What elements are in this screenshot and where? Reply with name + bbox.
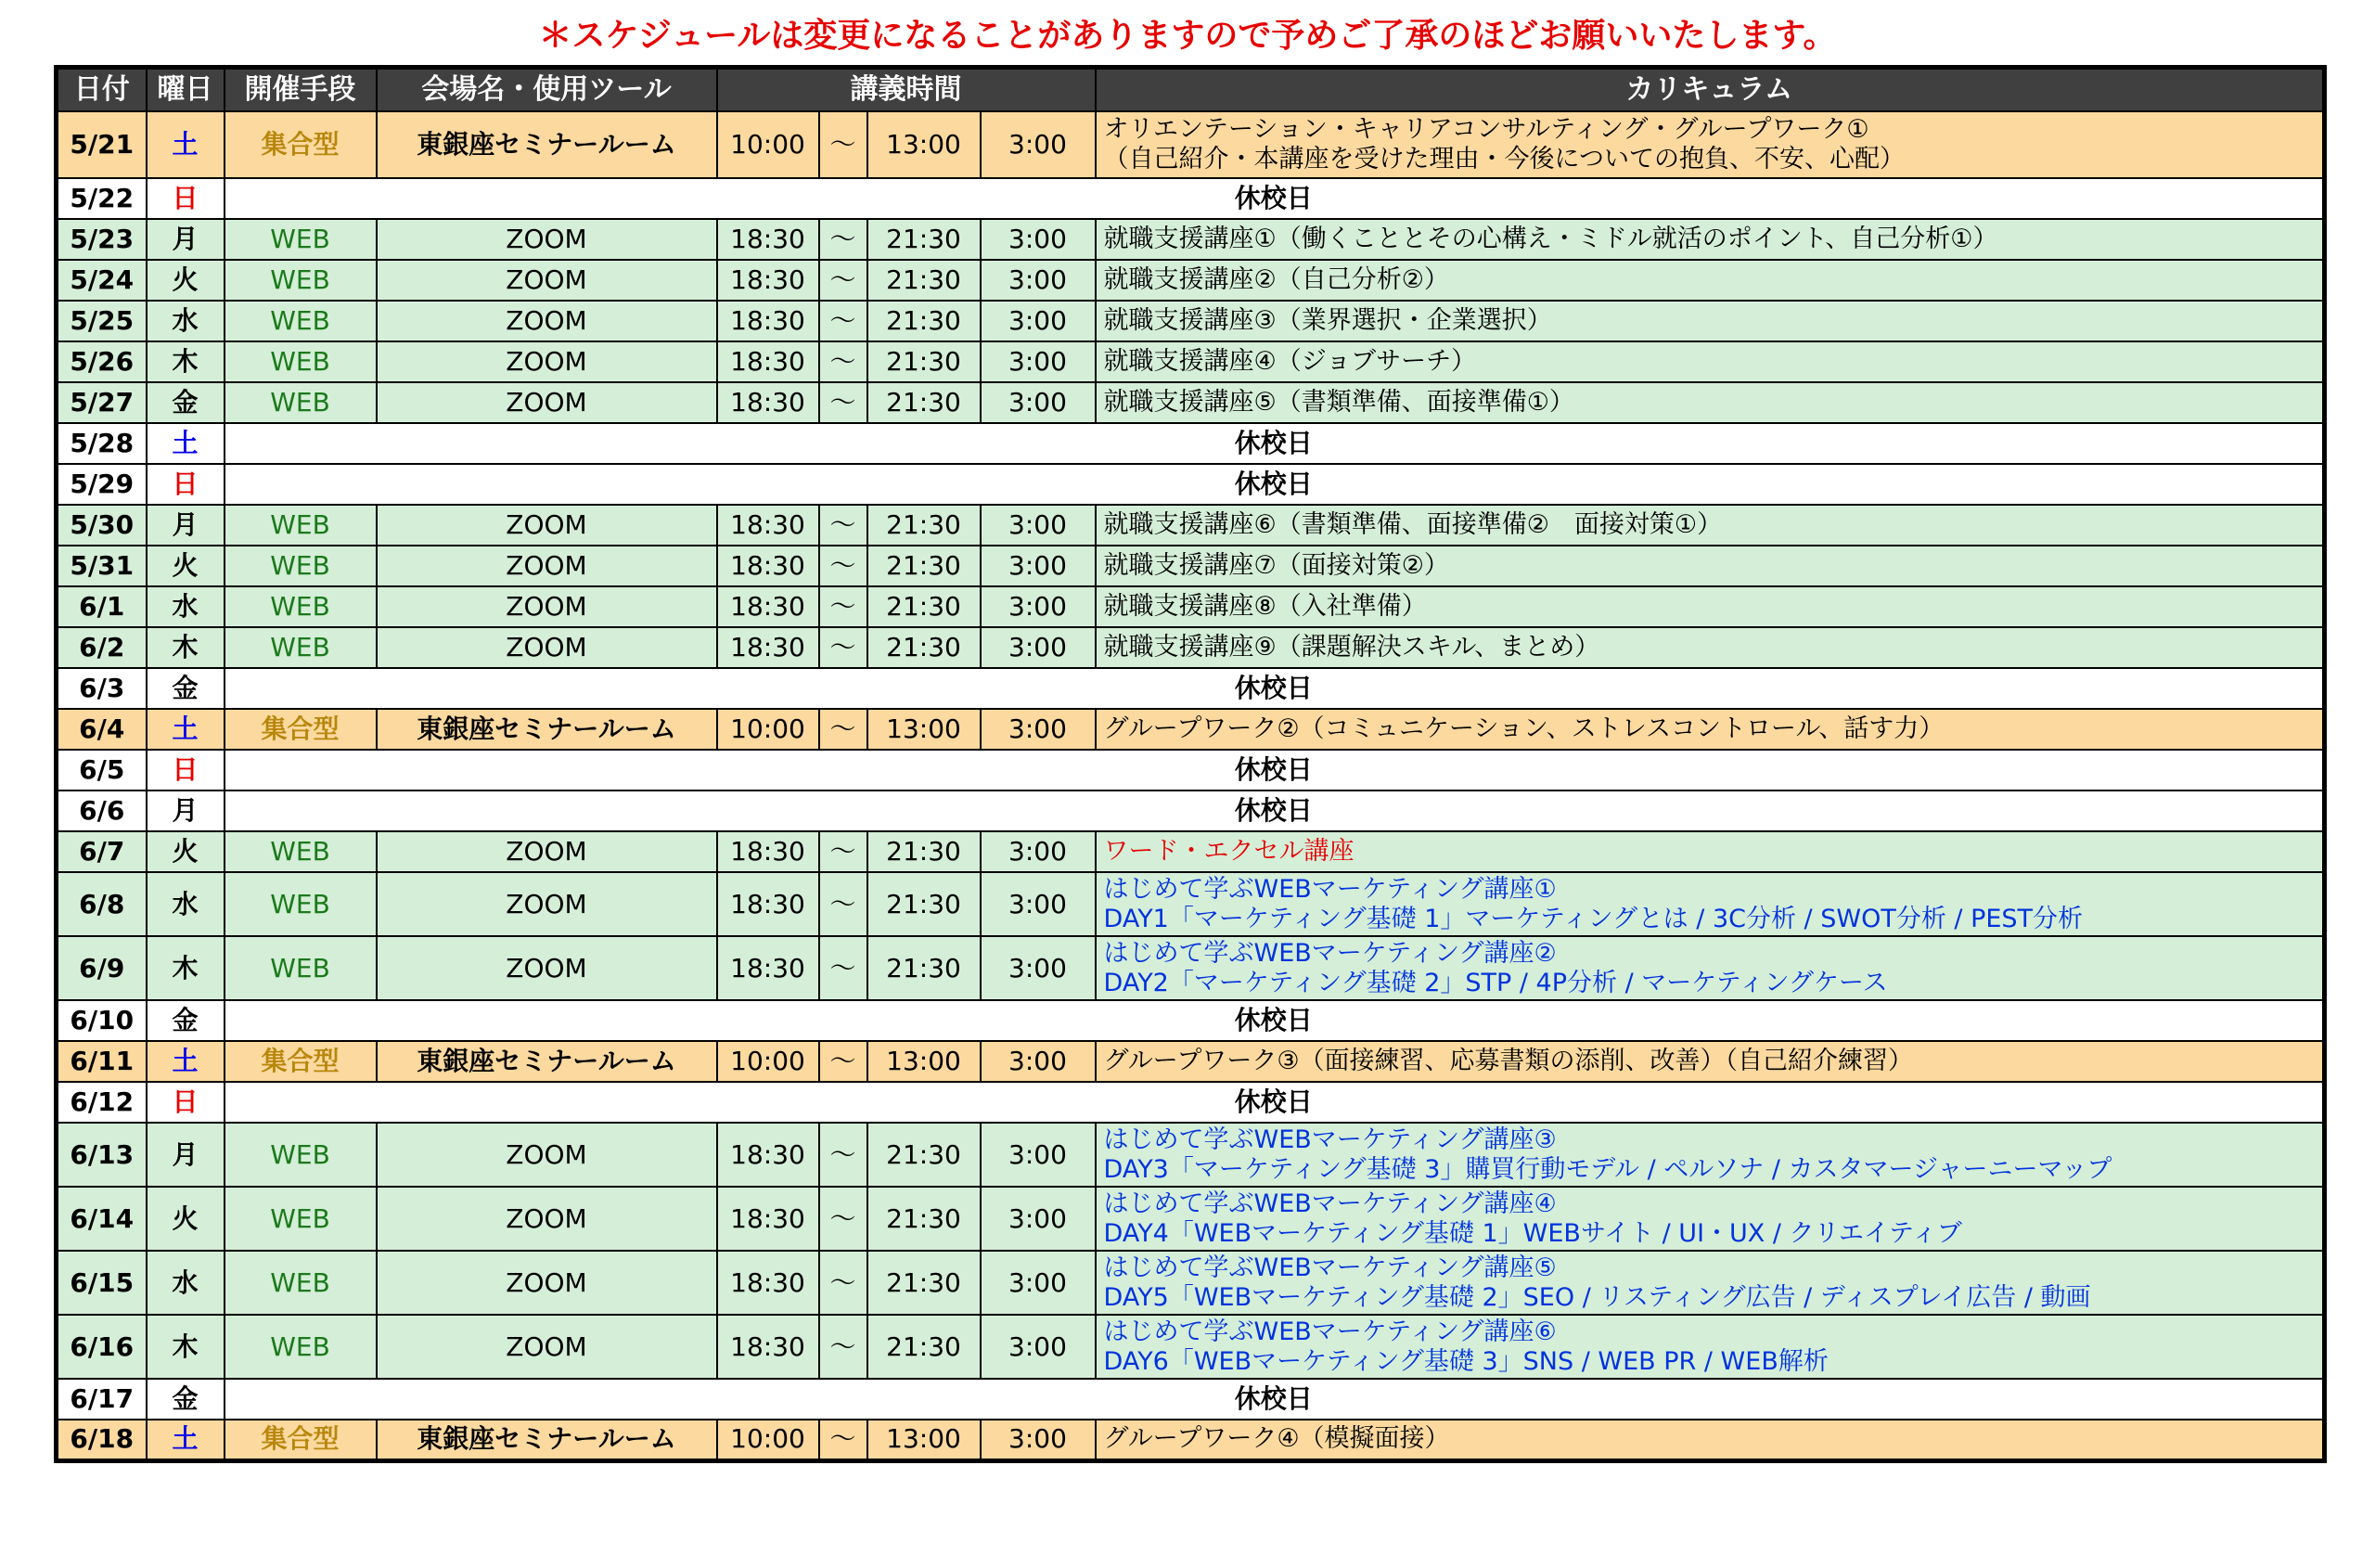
holiday-cell: 休校日 bbox=[225, 790, 2325, 831]
mode-cell: WEB bbox=[225, 586, 377, 627]
start-time-cell: 18:30 bbox=[717, 301, 819, 341]
start-time-cell: 18:30 bbox=[717, 505, 819, 546]
mode-cell: 集合型 bbox=[225, 1041, 377, 1082]
curriculum-cell bbox=[1096, 627, 2325, 668]
date-cell: 5/28 bbox=[57, 423, 147, 464]
venue-cell: ZOOM bbox=[377, 341, 717, 382]
weekday-cell: 木 bbox=[147, 1315, 225, 1379]
curriculum-cell bbox=[1096, 111, 2325, 178]
curriculum-cell bbox=[1096, 872, 2325, 936]
curriculum-line: 就職支援講座②（自己分析②） bbox=[1103, 265, 1449, 294]
end-time-cell: 21:30 bbox=[867, 936, 981, 1000]
weekday-cell: 日 bbox=[147, 750, 225, 790]
curriculum-cell bbox=[1096, 260, 2325, 301]
tilde-cell: ～ bbox=[819, 1123, 867, 1187]
end-time-cell: 13:00 bbox=[867, 1420, 981, 1460]
weekday-cell: 月 bbox=[147, 219, 225, 260]
schedule-row bbox=[57, 546, 2325, 586]
curriculum-line: 就職支援講座④（ジョブサーチ） bbox=[1103, 347, 1477, 376]
end-time-cell: 21:30 bbox=[867, 586, 981, 627]
duration-cell: 3:00 bbox=[981, 341, 1096, 382]
holiday-cell: 休校日 bbox=[225, 1000, 2325, 1041]
start-time-cell: 10:00 bbox=[717, 1420, 819, 1460]
tilde-cell: ～ bbox=[819, 301, 867, 341]
weekday-cell: 火 bbox=[147, 831, 225, 872]
curriculum-line: グループワーク③（面接練習、応募書類の添削、改善）（自己紹介練習） bbox=[1103, 1047, 1914, 1075]
curriculum-cell bbox=[1096, 1187, 2325, 1251]
date-cell: 5/23 bbox=[57, 219, 147, 260]
venue-cell: ZOOM bbox=[377, 546, 717, 586]
start-time-cell: 18:30 bbox=[717, 872, 819, 936]
mode-cell: 集合型 bbox=[225, 1420, 377, 1460]
end-time-cell: 21:30 bbox=[867, 260, 981, 301]
curriculum-cell bbox=[1096, 831, 2325, 872]
schedule-row bbox=[57, 341, 2325, 382]
tilde-cell: ～ bbox=[819, 219, 867, 260]
weekday-cell: 火 bbox=[147, 1187, 225, 1251]
weekday-cell: 木 bbox=[147, 627, 225, 668]
start-time-cell: 18:30 bbox=[717, 936, 819, 1000]
venue-cell: ZOOM bbox=[377, 219, 717, 260]
curriculum-line: グループワーク④（模擬面接） bbox=[1103, 1424, 1450, 1454]
curriculum-cell bbox=[1096, 505, 2325, 546]
tilde-cell: ～ bbox=[819, 627, 867, 668]
mode-cell: WEB bbox=[225, 627, 377, 668]
schedule-table bbox=[54, 65, 2327, 1463]
end-time-cell: 21:30 bbox=[867, 831, 981, 872]
curriculum-cell bbox=[1096, 219, 2325, 260]
weekday-cell: 土 bbox=[147, 709, 225, 750]
curriculum-cell bbox=[1096, 1041, 2325, 1082]
schedule-row bbox=[57, 627, 2325, 668]
date-cell: 6/15 bbox=[57, 1251, 147, 1315]
duration-cell: 3:00 bbox=[981, 1187, 1096, 1251]
weekday-cell: 金 bbox=[147, 668, 225, 709]
duration-cell: 3:00 bbox=[981, 627, 1096, 668]
mode-cell: WEB bbox=[225, 1123, 377, 1187]
schedule-row bbox=[57, 423, 2325, 464]
venue-cell: 東銀座セミナールーム bbox=[377, 111, 717, 178]
mode-cell: WEB bbox=[225, 831, 377, 872]
weekday-cell: 水 bbox=[147, 301, 225, 341]
curriculum-line: DAY1「マーケティング基礎 1」マーケティングとは / 3C分析 / SWOT分析 / PEST分析 bbox=[1103, 904, 2084, 933]
tilde-cell: ～ bbox=[819, 111, 867, 178]
curriculum-line: はじめて学ぶWEBマーケティング講座④ bbox=[1103, 1189, 1557, 1218]
schedule-row bbox=[57, 382, 2325, 423]
duration-cell: 3:00 bbox=[981, 505, 1096, 546]
mode-cell: 集合型 bbox=[225, 709, 377, 750]
curriculum-line: はじめて学ぶWEBマーケティング講座② bbox=[1103, 938, 1557, 968]
date-cell: 5/29 bbox=[57, 464, 147, 505]
end-time-cell: 21:30 bbox=[867, 872, 981, 936]
schedule-row bbox=[57, 709, 2325, 750]
duration-cell: 3:00 bbox=[981, 709, 1096, 750]
schedule-row bbox=[57, 464, 2325, 505]
end-time-cell: 21:30 bbox=[867, 1251, 981, 1315]
curriculum-line: 就職支援講座⑨（課題解決スキル、まとめ） bbox=[1103, 633, 1600, 662]
date-cell: 6/6 bbox=[57, 790, 147, 831]
start-time-cell: 10:00 bbox=[717, 709, 819, 750]
schedule-row bbox=[57, 831, 2325, 872]
end-time-cell: 21:30 bbox=[867, 341, 981, 382]
tilde-cell: ～ bbox=[819, 382, 867, 423]
mode-cell: 集合型 bbox=[225, 111, 377, 178]
schedule-row bbox=[57, 1420, 2325, 1460]
end-time-cell: 13:00 bbox=[867, 709, 981, 750]
tilde-cell: ～ bbox=[819, 260, 867, 301]
weekday-cell: 金 bbox=[147, 382, 225, 423]
tilde-cell: ～ bbox=[819, 1315, 867, 1379]
weekday-cell: 日 bbox=[147, 464, 225, 505]
weekday-cell: 月 bbox=[147, 505, 225, 546]
date-cell: 5/21 bbox=[57, 111, 147, 178]
holiday-cell: 休校日 bbox=[225, 464, 2325, 505]
curriculum-cell bbox=[1096, 301, 2325, 341]
date-cell: 6/1 bbox=[57, 586, 147, 627]
start-time-cell: 18:30 bbox=[717, 1315, 819, 1379]
date-cell: 6/12 bbox=[57, 1082, 147, 1123]
venue-cell: ZOOM bbox=[377, 936, 717, 1000]
end-time-cell: 21:30 bbox=[867, 546, 981, 586]
mode-cell: WEB bbox=[225, 260, 377, 301]
venue-cell: 東銀座セミナールーム bbox=[377, 1041, 717, 1082]
date-cell: 6/14 bbox=[57, 1187, 147, 1251]
curriculum-cell bbox=[1096, 586, 2325, 627]
venue-cell: ZOOM bbox=[377, 301, 717, 341]
venue-cell: ZOOM bbox=[377, 1123, 717, 1187]
schedule-change-notice: ＊スケジュールは変更になることがありますので予めご了承のほどお願いいたします。 bbox=[538, 17, 1837, 55]
mode-cell: WEB bbox=[225, 341, 377, 382]
curriculum-line: （自己紹介・本講座を受けた理由・今後についての抱負、不安、心配） bbox=[1103, 145, 1905, 174]
holiday-cell: 休校日 bbox=[225, 423, 2325, 464]
curriculum-line: 就職支援講座③（業界選択・企業選択） bbox=[1103, 306, 1552, 335]
date-cell: 5/30 bbox=[57, 505, 147, 546]
schedule-row bbox=[57, 872, 2325, 936]
end-time-cell: 21:30 bbox=[867, 627, 981, 668]
weekday-cell: 月 bbox=[147, 790, 225, 831]
header-day: 曜日 bbox=[147, 68, 225, 112]
schedule-row bbox=[57, 668, 2325, 709]
schedule-row bbox=[57, 260, 2325, 301]
schedule-row bbox=[57, 586, 2325, 627]
start-time-cell: 18:30 bbox=[717, 260, 819, 301]
venue-cell: ZOOM bbox=[377, 1187, 717, 1251]
tilde-cell: ～ bbox=[819, 1187, 867, 1251]
mode-cell: WEB bbox=[225, 872, 377, 936]
weekday-cell: 木 bbox=[147, 341, 225, 382]
date-cell: 5/25 bbox=[57, 301, 147, 341]
schedule-row bbox=[57, 1187, 2325, 1251]
mode-cell: WEB bbox=[225, 1187, 377, 1251]
venue-cell: ZOOM bbox=[377, 627, 717, 668]
schedule-body bbox=[57, 111, 2325, 1460]
curriculum-line: 就職支援講座①（働くこととその心構え・ミドル就活のポイント、自己分析①） bbox=[1103, 225, 1998, 253]
curriculum-cell bbox=[1096, 1251, 2325, 1315]
weekday-cell: 土 bbox=[147, 1041, 225, 1082]
weekday-cell: 日 bbox=[147, 1082, 225, 1123]
date-cell: 6/9 bbox=[57, 936, 147, 1000]
curriculum-line: はじめて学ぶWEBマーケティング講座③ bbox=[1103, 1125, 1557, 1154]
holiday-cell: 休校日 bbox=[225, 178, 2325, 219]
duration-cell: 3:00 bbox=[981, 1251, 1096, 1315]
schedule-row bbox=[57, 936, 2325, 1000]
duration-cell: 3:00 bbox=[981, 1123, 1096, 1187]
end-time-cell: 13:00 bbox=[867, 1041, 981, 1082]
duration-cell: 3:00 bbox=[981, 301, 1096, 341]
duration-cell: 3:00 bbox=[981, 260, 1096, 301]
schedule-row bbox=[57, 1082, 2325, 1123]
end-time-cell: 21:30 bbox=[867, 301, 981, 341]
schedule-row bbox=[57, 790, 2325, 831]
weekday-cell: 土 bbox=[147, 1420, 225, 1460]
date-cell: 6/5 bbox=[57, 750, 147, 790]
header-row bbox=[57, 68, 2325, 112]
duration-cell: 3:00 bbox=[981, 586, 1096, 627]
weekday-cell: 日 bbox=[147, 178, 225, 219]
duration-cell: 3:00 bbox=[981, 872, 1096, 936]
schedule-row bbox=[57, 1379, 2325, 1420]
start-time-cell: 18:30 bbox=[717, 546, 819, 586]
tilde-cell: ～ bbox=[819, 709, 867, 750]
weekday-cell: 火 bbox=[147, 260, 225, 301]
tilde-cell: ～ bbox=[819, 546, 867, 586]
weekday-cell: 金 bbox=[147, 1000, 225, 1041]
weekday-cell: 水 bbox=[147, 1251, 225, 1315]
date-cell: 5/27 bbox=[57, 382, 147, 423]
date-cell: 6/16 bbox=[57, 1315, 147, 1379]
weekday-cell: 金 bbox=[147, 1379, 225, 1420]
header-mode: 開催手段 bbox=[225, 68, 377, 112]
venue-cell: ZOOM bbox=[377, 382, 717, 423]
venue-cell: ZOOM bbox=[377, 1251, 717, 1315]
curriculum-cell bbox=[1096, 1420, 2325, 1460]
date-cell: 6/2 bbox=[57, 627, 147, 668]
duration-cell: 3:00 bbox=[981, 546, 1096, 586]
start-time-cell: 18:30 bbox=[717, 341, 819, 382]
holiday-cell: 休校日 bbox=[225, 1082, 2325, 1123]
date-cell: 6/3 bbox=[57, 668, 147, 709]
curriculum-line: はじめて学ぶWEBマーケティング講座⑤ bbox=[1103, 1253, 1557, 1282]
date-cell: 5/22 bbox=[57, 178, 147, 219]
weekday-cell: 水 bbox=[147, 586, 225, 627]
curriculum-line: はじめて学ぶWEBマーケティング講座⑥ bbox=[1103, 1317, 1557, 1346]
curriculum-line: DAY5「WEBマーケティング基礎 2」SEO / リスティング広告 / ディスプレイ広告 / 動画 bbox=[1103, 1282, 2091, 1312]
date-cell: 6/17 bbox=[57, 1379, 147, 1420]
tilde-cell: ～ bbox=[819, 1251, 867, 1315]
date-cell: 6/18 bbox=[57, 1420, 147, 1460]
venue-cell: ZOOM bbox=[377, 260, 717, 301]
date-cell: 6/8 bbox=[57, 872, 147, 936]
curriculum-cell bbox=[1096, 936, 2325, 1000]
mode-cell: WEB bbox=[225, 1251, 377, 1315]
curriculum-cell bbox=[1096, 341, 2325, 382]
venue-cell: 東銀座セミナールーム bbox=[377, 1420, 717, 1460]
tilde-cell: ～ bbox=[819, 1420, 867, 1460]
date-cell: 6/13 bbox=[57, 1123, 147, 1187]
weekday-cell: 土 bbox=[147, 423, 225, 464]
start-time-cell: 10:00 bbox=[717, 111, 819, 178]
curriculum-cell bbox=[1096, 546, 2325, 586]
end-time-cell: 21:30 bbox=[867, 382, 981, 423]
end-time-cell: 13:00 bbox=[867, 111, 981, 178]
date-cell: 6/7 bbox=[57, 831, 147, 872]
duration-cell: 3:00 bbox=[981, 831, 1096, 872]
mode-cell: WEB bbox=[225, 505, 377, 546]
weekday-cell: 木 bbox=[147, 936, 225, 1000]
header-venue: 会場名・使用ツール bbox=[377, 68, 717, 112]
duration-cell: 3:00 bbox=[981, 936, 1096, 1000]
venue-cell: ZOOM bbox=[377, 872, 717, 936]
schedule-row bbox=[57, 1251, 2325, 1315]
start-time-cell: 18:30 bbox=[717, 627, 819, 668]
start-time-cell: 18:30 bbox=[717, 1251, 819, 1315]
schedule-row bbox=[57, 505, 2325, 546]
curriculum-cell bbox=[1096, 382, 2325, 423]
holiday-cell: 休校日 bbox=[225, 750, 2325, 790]
weekday-cell: 月 bbox=[147, 1123, 225, 1187]
mode-cell: WEB bbox=[225, 936, 377, 1000]
venue-cell: ZOOM bbox=[377, 1315, 717, 1379]
venue-cell: ZOOM bbox=[377, 586, 717, 627]
venue-cell: ZOOM bbox=[377, 831, 717, 872]
schedule-row bbox=[57, 1315, 2325, 1379]
curriculum-line: グループワーク②（コミュニケーション、ストレスコントロール、話す力） bbox=[1103, 714, 1945, 743]
holiday-cell: 休校日 bbox=[225, 668, 2325, 709]
mode-cell: WEB bbox=[225, 546, 377, 586]
schedule-row bbox=[57, 1123, 2325, 1187]
header-curriculum: カリキュラム bbox=[1096, 68, 2325, 112]
header-time: 講義時間 bbox=[717, 68, 1096, 112]
schedule-row bbox=[57, 750, 2325, 790]
end-time-cell: 21:30 bbox=[867, 1187, 981, 1251]
schedule-row bbox=[57, 178, 2325, 219]
duration-cell: 3:00 bbox=[981, 1315, 1096, 1379]
duration-cell: 3:00 bbox=[981, 1420, 1096, 1460]
schedule-row bbox=[57, 1041, 2325, 1082]
curriculum-cell bbox=[1096, 1123, 2325, 1187]
schedule-row bbox=[57, 219, 2325, 260]
date-cell: 6/10 bbox=[57, 1000, 147, 1041]
duration-cell: 3:00 bbox=[981, 382, 1096, 423]
holiday-cell: 休校日 bbox=[225, 1379, 2325, 1420]
mode-cell: WEB bbox=[225, 382, 377, 423]
venue-cell: 東銀座セミナールーム bbox=[377, 709, 717, 750]
weekday-cell: 水 bbox=[147, 872, 225, 936]
start-time-cell: 18:30 bbox=[717, 1187, 819, 1251]
schedule-row bbox=[57, 111, 2325, 178]
tilde-cell: ～ bbox=[819, 936, 867, 1000]
start-time-cell: 18:30 bbox=[717, 1123, 819, 1187]
curriculum-line: 就職支援講座⑥（書類準備、面接準備② 面接対策①） bbox=[1103, 510, 1723, 539]
duration-cell: 3:00 bbox=[981, 111, 1096, 178]
curriculum-cell bbox=[1096, 1315, 2325, 1379]
duration-cell: 3:00 bbox=[981, 219, 1096, 260]
schedule-row bbox=[57, 301, 2325, 341]
date-cell: 5/26 bbox=[57, 341, 147, 382]
mode-cell: WEB bbox=[225, 219, 377, 260]
mode-cell: WEB bbox=[225, 301, 377, 341]
curriculum-line: DAY3「マーケティング基礎 3」購買行動モデル / ペルソナ / カスタマージャーニーマップ bbox=[1103, 1154, 2112, 1184]
date-cell: 6/4 bbox=[57, 709, 147, 750]
date-cell: 5/24 bbox=[57, 260, 147, 301]
end-time-cell: 21:30 bbox=[867, 219, 981, 260]
start-time-cell: 18:30 bbox=[717, 831, 819, 872]
curriculum-line: 就職支援講座⑧（入社準備） bbox=[1103, 592, 1427, 621]
curriculum-line: ワード・エクセル講座 bbox=[1103, 837, 1354, 866]
curriculum-cell bbox=[1096, 709, 2325, 750]
curriculum-line: DAY2「マーケティング基礎 2」STP / 4P分析 / マーケティングケース bbox=[1103, 968, 1888, 997]
start-time-cell: 10:00 bbox=[717, 1041, 819, 1082]
tilde-cell: ～ bbox=[819, 586, 867, 627]
weekday-cell: 土 bbox=[147, 111, 225, 178]
tilde-cell: ～ bbox=[819, 831, 867, 872]
weekday-cell: 火 bbox=[147, 546, 225, 586]
date-cell: 6/11 bbox=[57, 1041, 147, 1082]
curriculum-line: オリエンテーション・キャリアコンサルティング・グループワーク① bbox=[1103, 115, 1869, 144]
start-time-cell: 18:30 bbox=[717, 382, 819, 423]
date-cell: 5/31 bbox=[57, 546, 147, 586]
tilde-cell: ～ bbox=[819, 505, 867, 546]
tilde-cell: ～ bbox=[819, 1041, 867, 1082]
curriculum-line: 就職支援講座⑦（面接対策②） bbox=[1103, 551, 1449, 580]
end-time-cell: 21:30 bbox=[867, 505, 981, 546]
end-time-cell: 21:30 bbox=[867, 1123, 981, 1187]
start-time-cell: 18:30 bbox=[717, 219, 819, 260]
curriculum-line: はじめて学ぶWEBマーケティング講座① bbox=[1103, 874, 1557, 904]
curriculum-line: DAY4「WEBマーケティング基礎 1」WEBサイト / UI・UX / クリエイティブ bbox=[1103, 1218, 1962, 1248]
tilde-cell: ～ bbox=[819, 872, 867, 936]
schedule-row bbox=[57, 1000, 2325, 1041]
tilde-cell: ～ bbox=[819, 341, 867, 382]
curriculum-line: DAY6「WEBマーケティング基礎 3」SNS / WEB PR / WEB解析 bbox=[1103, 1346, 1829, 1376]
header-date: 日付 bbox=[57, 68, 147, 112]
mode-cell: WEB bbox=[225, 1315, 377, 1379]
end-time-cell: 21:30 bbox=[867, 1315, 981, 1379]
duration-cell: 3:00 bbox=[981, 1041, 1096, 1082]
venue-cell: ZOOM bbox=[377, 505, 717, 546]
start-time-cell: 18:30 bbox=[717, 586, 819, 627]
curriculum-line: 就職支援講座⑤（書類準備、面接準備①） bbox=[1103, 388, 1574, 417]
